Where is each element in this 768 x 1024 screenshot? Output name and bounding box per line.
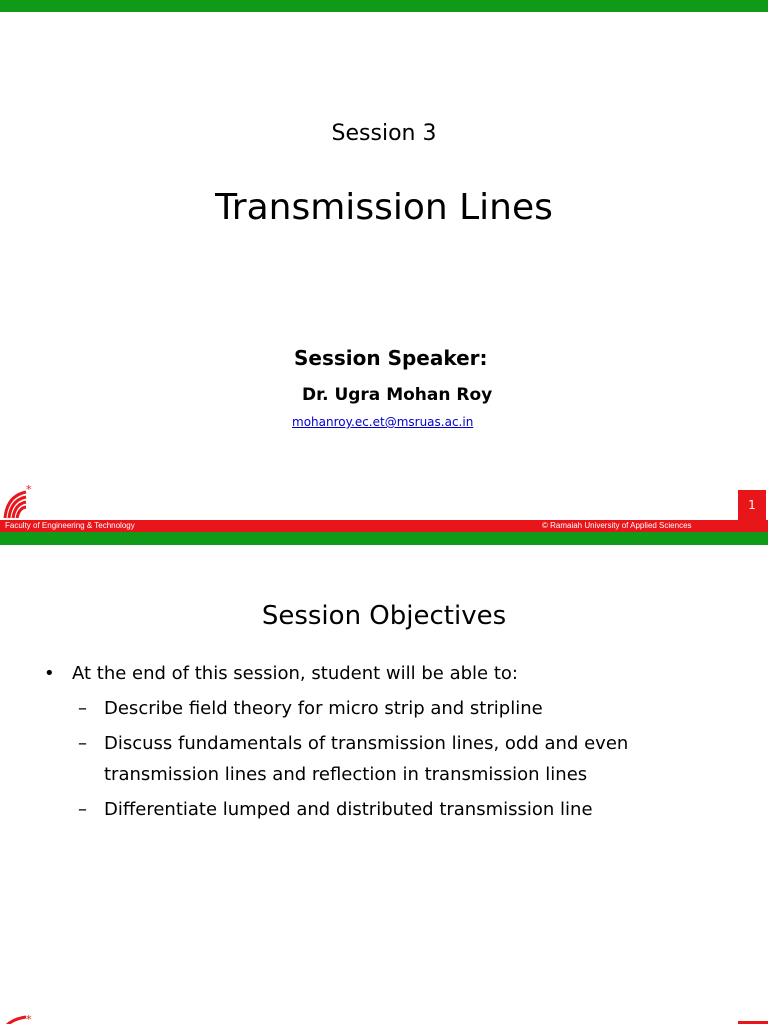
objective-item <box>44 728 664 790</box>
objectives-title: Session Objectives <box>261 601 507 631</box>
objectives-slide <box>0 545 768 1024</box>
footer-copyright-text: © Ramaiah University of Applied Sciences <box>542 521 692 530</box>
objective-text: Differentiate lumped and distributed transmission line <box>104 799 593 820</box>
top-green-bar <box>0 0 768 12</box>
page-number: 1 <box>738 490 766 520</box>
dash-icon: – <box>78 698 87 719</box>
slide-title: Transmission Lines <box>215 187 553 228</box>
footer-faculty-text: Faculty of Engineering & Technology <box>5 521 135 530</box>
svg-text:*: * <box>26 1015 32 1024</box>
objectives-intro-item <box>44 659 744 689</box>
session-label: Session 3 <box>331 121 437 146</box>
objective-item <box>44 693 744 724</box>
dash-icon: – <box>78 799 87 820</box>
footer-red-bar <box>0 520 768 532</box>
objectives-intro-text: At the end of this session, student will be able to: <box>72 663 518 684</box>
speaker-heading: Session Speaker: <box>294 346 488 370</box>
objective-text: Describe field theory for micro strip and stripline <box>104 698 543 719</box>
bullet-icon: • <box>44 663 55 684</box>
speaker-email-link[interactable]: mohanroy.ec.et@msruas.ac.in <box>292 415 474 429</box>
objective-text: Discuss fundamentals of transmission lines, odd and even transmission lines and reflection in transmission lines <box>104 733 629 785</box>
objectives-list <box>44 659 744 825</box>
university-logo-partial-icon <box>2 1015 34 1024</box>
bottom-green-bar <box>0 532 768 545</box>
objective-item <box>44 794 744 825</box>
speaker-name: Dr. Ugra Mohan Roy <box>302 385 493 405</box>
university-logo-icon <box>2 484 34 520</box>
svg-text:*: * <box>26 484 32 496</box>
dash-icon: – <box>78 733 87 754</box>
